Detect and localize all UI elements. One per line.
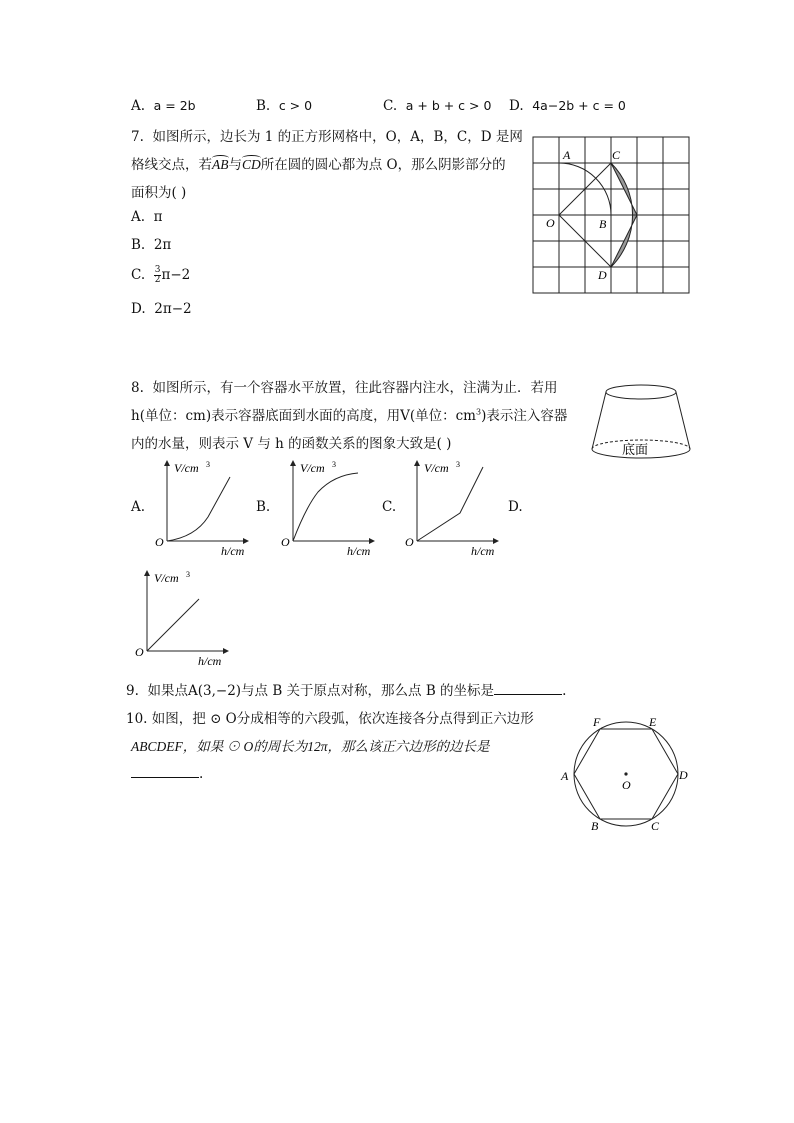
q8-option-b-label: B. bbox=[256, 499, 271, 515]
segments bbox=[559, 163, 637, 267]
label-b: B bbox=[599, 217, 607, 231]
q8-line3: 内的水量，则表示 V 与 h 的函数关系的图象大致是( ) bbox=[131, 436, 452, 452]
svg-text:V/cm: V/cm bbox=[154, 571, 179, 585]
q8-graph-a bbox=[150, 457, 254, 561]
q6-option-b: B. c > 0 bbox=[256, 98, 313, 114]
svg-text:D: D bbox=[679, 768, 688, 782]
svg-text:h/cm: h/cm bbox=[198, 654, 222, 668]
q6-option-d: D. 4a−2b + c = 0 bbox=[509, 98, 626, 114]
q8-graph-b bbox=[276, 457, 380, 561]
q8-line1: 8. 如图所示，有一个容器水平放置，往此容器内注水，注满为止．若用 bbox=[131, 380, 558, 396]
label-a: A bbox=[563, 148, 571, 162]
q7-option-d: D. 2π−2 bbox=[131, 301, 192, 317]
label-d: D bbox=[598, 268, 607, 282]
svg-text:h/cm: h/cm bbox=[347, 544, 371, 558]
q8-option-a-label: A. bbox=[131, 499, 146, 515]
q6-option-c: C. a + b + c > 0 bbox=[383, 98, 492, 114]
arc-ab-symbol: AB bbox=[212, 157, 229, 172]
q10-answer-blank[interactable] bbox=[131, 764, 199, 778]
q7-grid-figure bbox=[530, 134, 692, 296]
q10-hexagon-figure bbox=[556, 712, 696, 836]
q8-graph-d bbox=[130, 567, 234, 671]
q9-answer-blank[interactable] bbox=[494, 681, 562, 695]
q7-option-a: A. π bbox=[131, 209, 163, 225]
svg-text:F: F bbox=[593, 715, 601, 729]
svg-text:A: A bbox=[561, 769, 569, 783]
svg-text:O: O bbox=[155, 535, 164, 549]
q10-line3: . bbox=[131, 764, 203, 782]
svg-text:C: C bbox=[651, 819, 660, 833]
svg-text:3: 3 bbox=[456, 460, 460, 469]
center-point bbox=[624, 772, 627, 775]
arc-cd-symbol: CD bbox=[242, 157, 261, 172]
q8-line2: h(单位：cm)表示容器底面到水面的高度，用V(单位：$cm^3$)表示注入容器 bbox=[131, 407, 568, 424]
graph-c-curve bbox=[417, 467, 483, 541]
graph-a-curve bbox=[167, 477, 230, 541]
svg-text:h/cm: h/cm bbox=[471, 544, 495, 558]
q8-option-c-label: C. bbox=[382, 499, 397, 515]
label-o: O bbox=[546, 216, 555, 230]
svg-text:V/cm: V/cm bbox=[424, 461, 449, 475]
svg-text:O: O bbox=[135, 645, 144, 659]
q8-graph-c bbox=[400, 457, 504, 561]
q10-line1: 10. 如图，把 ⊙ O分成相等的六段弧，依次连接各分点得到正六边形 bbox=[126, 711, 534, 727]
container-base-label: 底面 bbox=[622, 442, 649, 457]
svg-text:E: E bbox=[649, 715, 657, 729]
q6-option-a: A. a = 2b bbox=[131, 98, 196, 114]
q7-line2: 格线交点，若AB与CD所在圆的圆心都为点 O，那么阴影部分的 bbox=[131, 157, 506, 173]
svg-text:V/cm: V/cm bbox=[300, 461, 325, 475]
svg-text:3: 3 bbox=[332, 460, 336, 469]
q9-text: 9. 如果点A(3,−2)与点 B 关于原点对称，那么点 B 的坐标是 . bbox=[126, 683, 567, 699]
svg-text:O: O bbox=[281, 535, 290, 549]
svg-text:3: 3 bbox=[186, 570, 190, 579]
label-c: C bbox=[612, 148, 621, 162]
q7-option-b: B. 2π bbox=[131, 237, 172, 253]
graph-b-curve bbox=[293, 473, 358, 541]
svg-text:O: O bbox=[622, 778, 631, 792]
q8-container-figure bbox=[588, 382, 694, 466]
svg-text:O: O bbox=[405, 535, 414, 549]
q7-line1: 7. 如图所示，边长为 1 的正方形网格中，O，A，B，C，D 是网 bbox=[131, 129, 523, 145]
svg-text:3: 3 bbox=[206, 460, 210, 469]
svg-text:h/cm: h/cm bbox=[221, 544, 245, 558]
q7-line3: 面积为( ) bbox=[131, 185, 187, 201]
q10-line2: ABCDEF，如果 ⊙ O的周长为12π，那么该正六边形的边长是 bbox=[131, 739, 490, 754]
graph-d-line bbox=[147, 599, 199, 651]
svg-text:B: B bbox=[591, 819, 599, 833]
fraction-3-2: $\frac{3}{2}$ bbox=[154, 265, 161, 285]
q7-option-c: C. $\frac{3}{2}$ π−2 bbox=[131, 265, 191, 285]
svg-text:V/cm: V/cm bbox=[174, 461, 199, 475]
q8-option-d-label: D. bbox=[508, 499, 523, 515]
